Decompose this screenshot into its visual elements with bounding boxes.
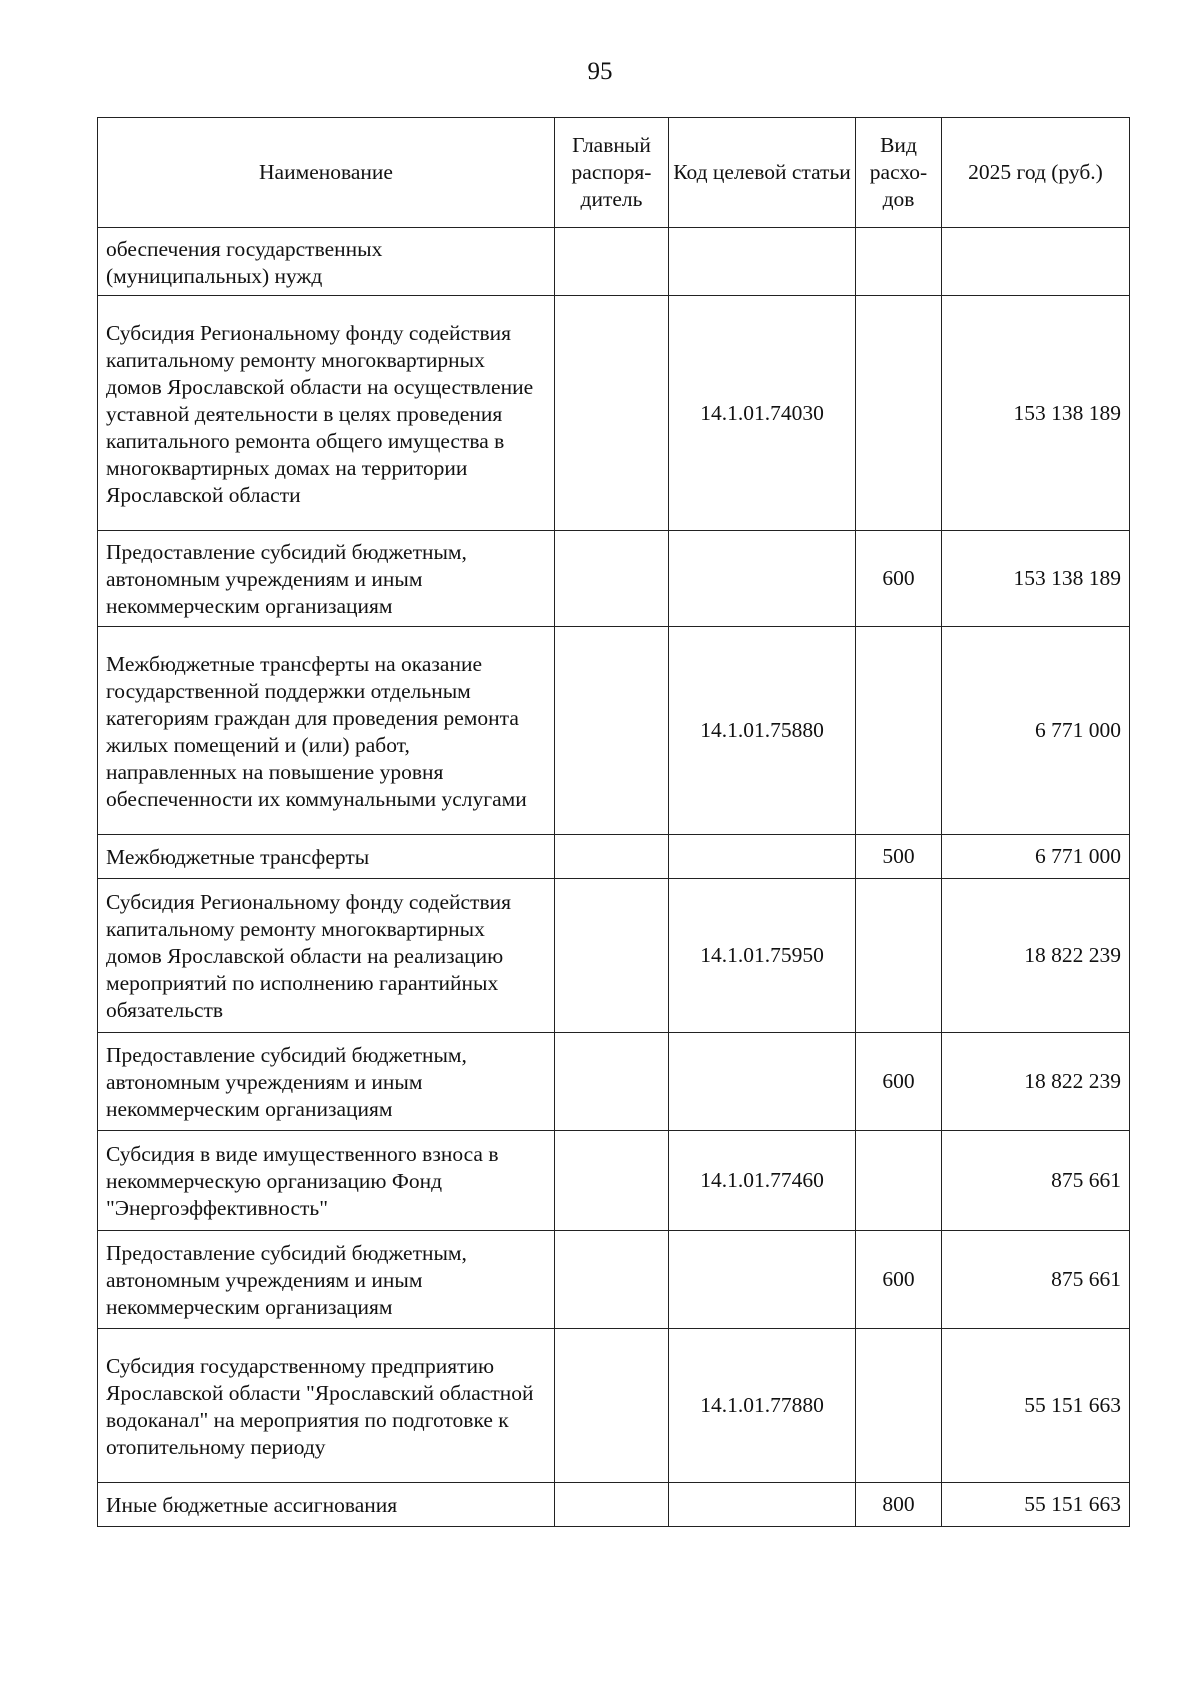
- table-row: [98, 296, 1130, 531]
- row-name: Предоставление субсидий бюджетным, автономным учреждениям и иным некоммерческим организациям: [98, 531, 555, 627]
- row-amount: 55 151 663: [942, 1329, 1130, 1483]
- row-main-manager: [555, 531, 669, 627]
- row-amount: 6 771 000: [942, 627, 1130, 835]
- row-target-code: [669, 835, 856, 879]
- table-row: [98, 1329, 1130, 1483]
- row-name: обеспечения государственных (муниципальных) нужд: [98, 228, 555, 296]
- row-amount: 18 822 239: [942, 879, 1130, 1033]
- row-target-code: 14.1.01.77880: [669, 1329, 856, 1483]
- row-name: Иные бюджетные ассигнования: [98, 1483, 555, 1527]
- table-row: [98, 627, 1130, 835]
- row-main-manager: [555, 296, 669, 531]
- row-expense-type: 800: [856, 1483, 942, 1527]
- table-row: [98, 1033, 1130, 1131]
- row-name: Межбюджетные трансферты: [98, 835, 555, 879]
- header-row: [98, 118, 1130, 228]
- row-amount: 875 661: [942, 1231, 1130, 1329]
- row-target-code: 14.1.01.75880: [669, 627, 856, 835]
- row-main-manager: [555, 1329, 669, 1483]
- header-expense-type: Вид расхо-дов: [856, 118, 942, 228]
- row-expense-type: 600: [856, 1231, 942, 1329]
- row-name: Предоставление субсидий бюджетным, автономным учреждениям и иным некоммерческим организациям: [98, 1033, 555, 1131]
- row-main-manager: [555, 879, 669, 1033]
- row-target-code: [669, 531, 856, 627]
- row-expense-type: 600: [856, 531, 942, 627]
- row-expense-type: [856, 627, 942, 835]
- budget-table: [97, 117, 1130, 1527]
- row-target-code: 14.1.01.75950: [669, 879, 856, 1033]
- row-main-manager: [555, 627, 669, 835]
- table-row: [98, 1131, 1130, 1231]
- table-row: [98, 1231, 1130, 1329]
- row-amount: 153 138 189: [942, 531, 1130, 627]
- row-expense-type: [856, 228, 942, 296]
- row-expense-type: [856, 1131, 942, 1231]
- page-number: 95: [587, 58, 613, 85]
- row-main-manager: [555, 1483, 669, 1527]
- header-year-2025: 2025 год (руб.): [942, 118, 1130, 228]
- row-name: Субсидия в виде имущественного взноса в некоммерческую организацию Фонд "Энергоэффективность": [98, 1131, 555, 1231]
- row-amount: 153 138 189: [942, 296, 1130, 531]
- row-name: Субсидия Региональному фонду содействия капитальному ремонту многоквартирных домов Ярославской области на реализацию мероприятий по исполнению гарантийных обязательств: [98, 879, 555, 1033]
- row-target-code: [669, 1231, 856, 1329]
- row-expense-type: 500: [856, 835, 942, 879]
- table-row: [98, 879, 1130, 1033]
- row-main-manager: [555, 1231, 669, 1329]
- row-target-code: [669, 1483, 856, 1527]
- row-amount: [942, 228, 1130, 296]
- row-amount: 6 771 000: [942, 835, 1130, 879]
- table-row: [98, 1483, 1130, 1527]
- row-name: Предоставление субсидий бюджетным, автономным учреждениям и иным некоммерческим организациям: [98, 1231, 555, 1329]
- header-name: Наименование: [98, 118, 555, 228]
- header-target-code: Код целевой статьи: [669, 118, 856, 228]
- row-target-code: [669, 1033, 856, 1131]
- row-amount: 875 661: [942, 1131, 1130, 1231]
- row-name: Субсидия Региональному фонду содействия капитальному ремонту многоквартирных домов Ярославской области на осуществление уставной деятельности в целях проведения капитального ремонта общего имущества в многоквартирных домах на территории Ярославской области: [98, 296, 555, 531]
- row-name: Субсидия государственному предприятию Ярославской области "Ярославский областной водоканал" на мероприятия по подготовке к отопительному периоду: [98, 1329, 555, 1483]
- row-expense-type: [856, 1329, 942, 1483]
- row-main-manager: [555, 1131, 669, 1231]
- header-main-manager: Главный распоря-дитель: [555, 118, 669, 228]
- row-main-manager: [555, 835, 669, 879]
- row-expense-type: 600: [856, 1033, 942, 1131]
- row-name: Межбюджетные трансферты на оказание государственной поддержки отдельным категориям граждан для проведения ремонта жилых помещений и (или) работ, направленных на повышение уровня обеспеченности их коммунальными услугами: [98, 627, 555, 835]
- row-expense-type: [856, 296, 942, 531]
- table-row: [98, 531, 1130, 627]
- row-amount: 55 151 663: [942, 1483, 1130, 1527]
- row-target-code: 14.1.01.77460: [669, 1131, 856, 1231]
- row-amount: 18 822 239: [942, 1033, 1130, 1131]
- row-expense-type: [856, 879, 942, 1033]
- table-row: [98, 835, 1130, 879]
- table-row: [98, 228, 1130, 296]
- row-target-code: [669, 228, 856, 296]
- row-target-code: 14.1.01.74030: [669, 296, 856, 531]
- row-main-manager: [555, 1033, 669, 1131]
- row-main-manager: [555, 228, 669, 296]
